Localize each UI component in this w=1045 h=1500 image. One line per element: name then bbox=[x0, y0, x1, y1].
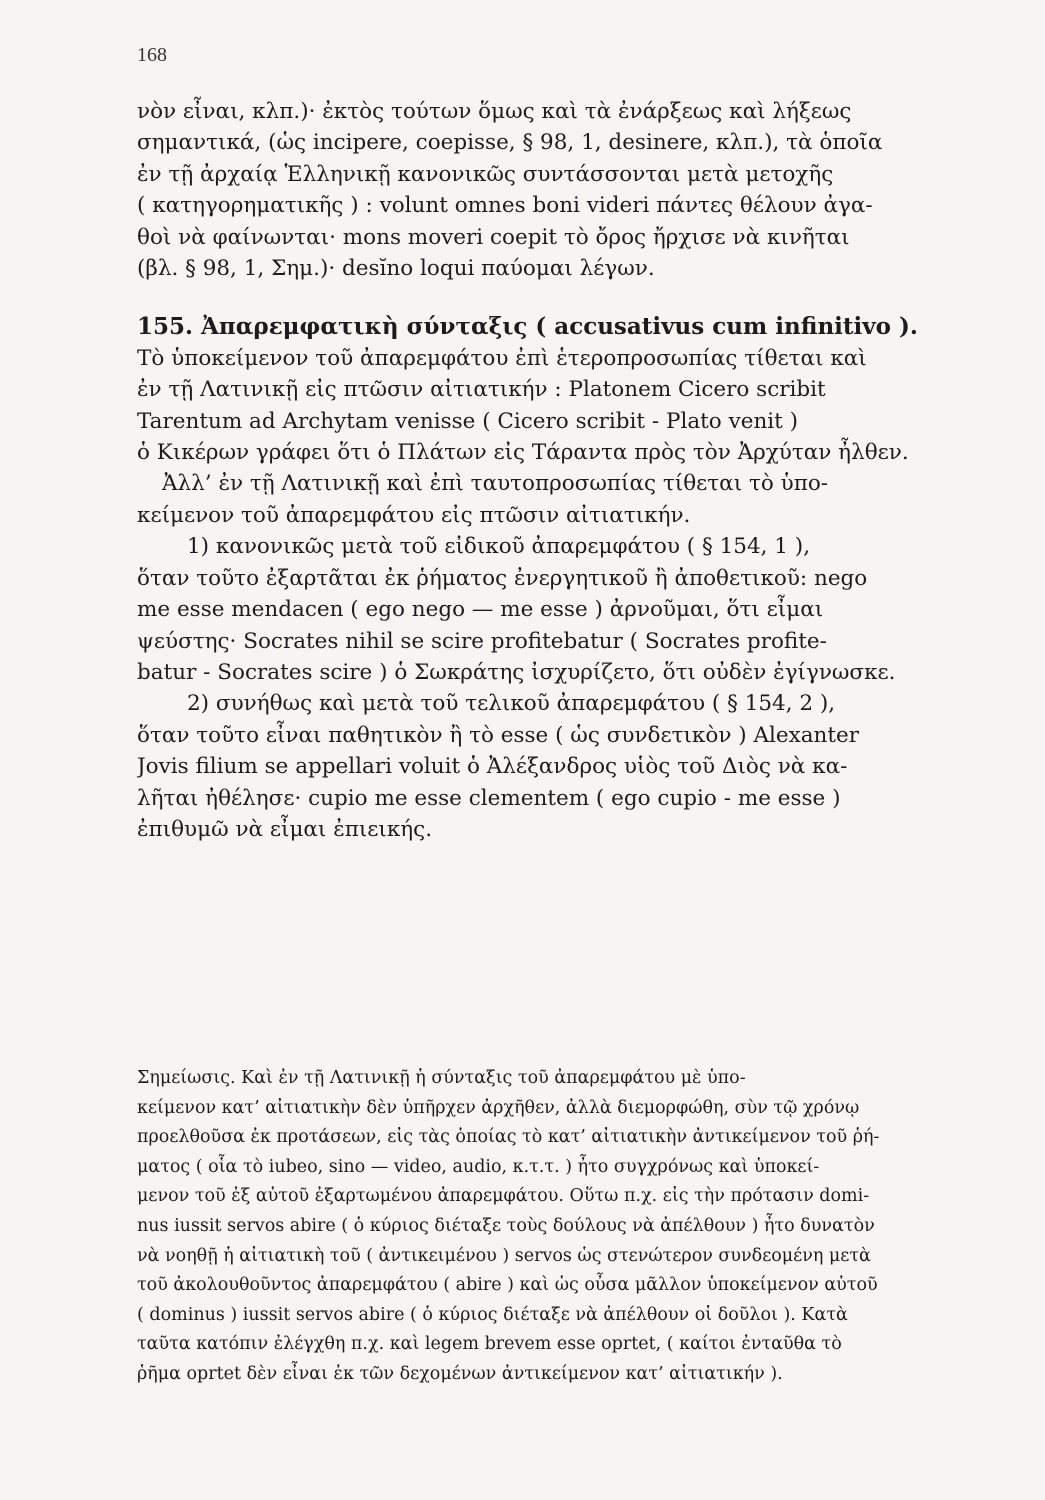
footnote-block bbox=[137, 1064, 995, 1390]
note-line: κείμενον κατ’ αἰτιατικὴν δὲν ὑπῆρχεν ἀρχῆθεν, ἀλλὰ διεμορφώθη, σὺν τῷ χρόνῳ bbox=[137, 1097, 860, 1118]
section-heading: 155. Ἀπαρεμφατικὴ σύνταξις ( accusativus cum infinitivo ). bbox=[137, 313, 918, 341]
text-line: λῆται ἠθέλησε· cupio me esse clementem ( ego cupio - me esse ) bbox=[137, 785, 841, 811]
note-line: Σημείωσις. Καὶ ἐν τῇ Λατινικῇ ἡ σύνταξις τοῦ ἀπαρεμφάτου μὲ ὑπο- bbox=[137, 1068, 746, 1088]
text-line: Tarentum ad Archytam venisse ( Cicero scribit - Plato venit ) bbox=[137, 408, 799, 434]
text-line: Τὸ ὑποκείμενον τοῦ ἀπαρεμφάτου ἐπὶ ἑτεροπροσωπίας τίθεται καὶ bbox=[137, 345, 867, 371]
note-line: ῥῆμα oprtet δὲν εἶναι ἐκ τῶν δεχομένων ἀντικείμενον κατ’ αἰτιατικήν ). bbox=[137, 1363, 783, 1384]
text-line: 1) κανονικῶς μετὰ τοῦ εἰδικοῦ ἀπαρεμφάτου ( § 154, 1 ), bbox=[187, 534, 811, 560]
note-line: ( dominus ) iussit servos abire ( ὁ κύριος διέταξε νὰ ἀπέλθουν οἱ δοῦλοι ). Κατὰ bbox=[137, 1304, 848, 1325]
note-line: nus iussit servos abire ( ὁ κύριος διέταξε τοὺς δούλους νὰ ἀπέλθουν ) ἦτο δυνατὸν bbox=[137, 1215, 875, 1236]
text-line: batur - Socrates scire ) ὁ Σωκράτης ἰσχυρίζετο, ὅτι οὐδὲν ἐγίγνωσκε. bbox=[137, 659, 896, 685]
note-line: ταῦτα κατόπιν ἐλέγχθη π.χ. καὶ legem brevem esse oprtet, ( καίτοι ἐνταῦθα τὸ bbox=[137, 1334, 842, 1355]
note-line: τοῦ ἀκολουθοῦντος ἀπαρεμφάτου ( abire ) καὶ ὡς οὖσα μᾶλλον ὑποκείμενον αὐτοῦ bbox=[137, 1275, 878, 1296]
text-line: ( κατηγορηματικῆς ) : volunt omnes boni videri πάντες θέλουν ἀγα- bbox=[137, 193, 873, 219]
note-line: νὰ νοηθῇ ἡ αἰτιατικὴ τοῦ ( ἀντικειμένου ) servos ὡς στενώτερον συνδεομένη μετὰ bbox=[137, 1245, 871, 1266]
text-line: θοὶ νὰ φαίνωνται· mons moveri coepit τὸ ὄρος ἤρχισε νὰ κινῆται bbox=[137, 224, 850, 250]
text-line: κείμενον τοῦ ἀπαρεμφάτου εἰς πτῶσιν αἰτιατικήν. bbox=[137, 502, 691, 528]
text-line: 2) συνήθως καὶ μετὰ τοῦ τελικοῦ ἀπαρεμφάτου ( § 154, 2 ), bbox=[187, 691, 836, 717]
text-line: ἐπιθυμῶ νὰ εἶμαι ἐπιεικής. bbox=[137, 816, 433, 842]
note-line: ματος ( οἷα τὸ iubeo, sino — video, audio, κ.τ.τ. ) ἦτο συγχρόνως καὶ ὑποκεί- bbox=[137, 1156, 820, 1177]
text-line: ψεύστης· Socrates nihil se scire profitebatur ( Socrates profite- bbox=[137, 628, 827, 654]
main-text bbox=[137, 96, 995, 845]
text-line: ἐν τῇ Λατινικῇ εἰς πτῶσιν αἰτιατικήν : Platonem Cicero scribit bbox=[137, 377, 826, 403]
text-line: σημαντικά, (ὡς incipere, coepisse, § 98, 1, desinere, κλπ.), τὰ ὁποῖα bbox=[137, 130, 883, 156]
text-line: ὅταν τοῦτο ἐξαρτᾶται ἐκ ῥήματος ἐνεργητικοῦ ἢ ἀποθετικοῦ: nego bbox=[137, 565, 868, 591]
page-number: 168 bbox=[137, 44, 167, 66]
text-line: Ἀλλ’ ἐν τῇ Λατινικῇ καὶ ἐπὶ ταυτοπροσωπίας τίθεται τὸ ὑπο- bbox=[162, 471, 829, 497]
text-line: me esse mendacen ( ego nego — me esse ) ἀρνοῦμαι, ὅτι εἶμαι bbox=[137, 597, 824, 623]
text-line: ὁ Κικέρων γράφει ὅτι ὁ Πλάτων εἰς Τάραντα πρὸς τὸν Ἀρχύταν ἦλθεν. bbox=[137, 440, 909, 466]
text-line: ἐν τῇ ἀρχαίᾳ Ἑλληνικῇ κανονικῶς συντάσσονται μετὰ μετοχῆς bbox=[137, 161, 834, 187]
text-line: νὸν εἶναι, κλπ.)· ἐκτὸς τούτων ὅμως καὶ τὰ ἐνάρξεως καὶ λήξεως bbox=[137, 99, 852, 124]
text-line: ὅταν τοῦτο εἶναι παθητικὸν ἢ τὸ esse ( ὡς συνδετικὸν ) Alexanter bbox=[137, 722, 860, 748]
text-line: Jovis filium se appellari voluit ὁ Ἀλέξανδρος υἱὸς τοῦ Διὸς νὰ κα- bbox=[137, 754, 848, 780]
note-line: μενον τοῦ ἐξ αὐτοῦ ἐξαρτωμένου ἀπαρεμφάτου. Οὕτω π.χ. εἰς τὴν πρότασιν domi- bbox=[137, 1186, 870, 1207]
text-line: (βλ. § 98, 1, Σημ.)· desĭno loqui παύομαι λέγων. bbox=[137, 256, 655, 282]
note-line: προελθοῦσα ἐκ προτάσεων, εἰς τὰς ὁποίας τὸ κατ’ αἰτιατικὴν ἀντικείμενον τοῦ ῥή- bbox=[137, 1127, 880, 1148]
